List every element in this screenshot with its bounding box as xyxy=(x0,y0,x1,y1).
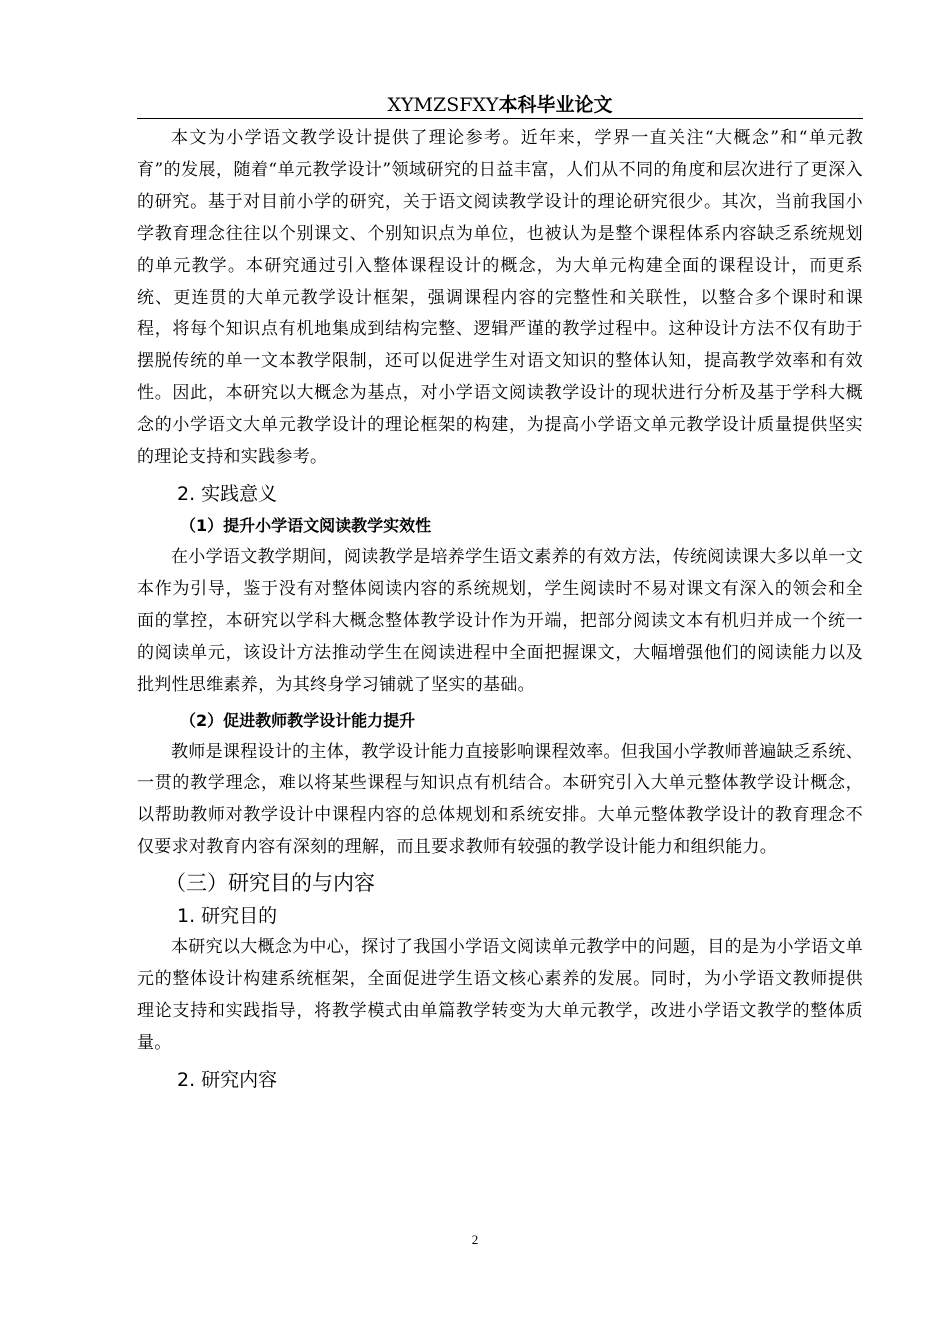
heading-practical-significance: 2. 实践意义 xyxy=(177,482,278,505)
header-latin: XYMZSFXY xyxy=(387,94,499,116)
heading-reading-effectiveness: （1）提升小学语文阅读教学实效性 xyxy=(180,515,432,535)
body-text xyxy=(137,123,863,1096)
running-header xyxy=(137,92,863,119)
heading-section-three: （三）研究目的与内容 xyxy=(165,871,375,896)
paragraph-theory: 本文为小学语文教学设计提供了理论参考。近年来，学界一直关注“大概念”和“单元教育”的发展，随着“单元教学设计”领域研究的日益丰富，人们从不同的角度和层次进行了更深入的研究。基于对目前小学的研究，关于语文阅读教学设计的理论研究很少。其次，当前我国小学教育理念往往以个别课文、个别知识点为单位，也被认为是整个课程体系内容缺乏系统规划的单元教学。本研究通过引入整体课程设计的概念，为大单元构建全面的课程设计，而更系统、更连贯的大单元教学设计框架，强调课程内容的完整性和关联性，以整合多个课时和课程，将每个知识点有机地集成到结构完整、逻辑严谨的教学过程中。这种设计方法不仅有助于摆脱传统的单一文本教学限制，还可以促进学生对语文知识的整体认知，提高教学效率和有效性。因此，本研究以大概念为基点，对小学语文阅读教学设计的现状进行分析及基于学科大概念的小学语文大单元教学设计的理论框架的构建，为提高小学语文单元教学设计质量提供坚实的理论支持和实践参考。 xyxy=(137,128,863,468)
header-chinese: 本科毕业论文 xyxy=(498,94,613,116)
heading-research-content: 2. 研究内容 xyxy=(177,1068,278,1091)
paragraph-teacher-ability: 教师是课程设计的主体，教学设计能力直接影响课程效率。但我国小学教师普遍缺乏系统、一贯的教学理念，难以将某些课程与知识点有机结合。本研究引入大单元整体教学设计概念，以帮助教师对教学设计中课程内容的总体规划和系统安排。大单元整体教学设计的教育理念不仅要求对教育内容有深刻的理解，而且要求教师有较强的教学设计能力和组织能力。 xyxy=(137,741,863,858)
paragraph-research-purpose: 本研究以大概念为中心，探讨了我国小学语文阅读单元教学中的问题，目的是为小学语文单元的整体设计构建系统框架，全面促进学生语文核心素养的发展。同时，为小学语文教师提供理论支持和实践指导，将教学模式由单篇教学转变为大单元教学，改进小学语文教学的整体质量。 xyxy=(137,937,863,1053)
page-number: 2 xyxy=(471,1232,479,1247)
paragraph-reading-effectiveness: 在小学语文教学期间，阅读教学是培养学生语文素养的有效方法，传统阅读课大多以单一文本作为引导，鉴于没有对整体阅读内容的系统规划，学生阅读时不易对课文有深入的领会和全面的掌控，本研究以学科大概念整体教学设计作为开端，把部分阅读文本有机归并成一个统一的阅读单元，该设计方法推动学生在阅读进程中全面把握课文，大幅增强他们的阅读能力以及批判性思维素养，为其终身学习铺就了坚实的基础。 xyxy=(137,546,863,695)
heading-teacher-ability: （2）促进教师教学设计能力提升 xyxy=(180,710,416,730)
heading-research-purpose: 1. 研究目的 xyxy=(177,905,278,928)
